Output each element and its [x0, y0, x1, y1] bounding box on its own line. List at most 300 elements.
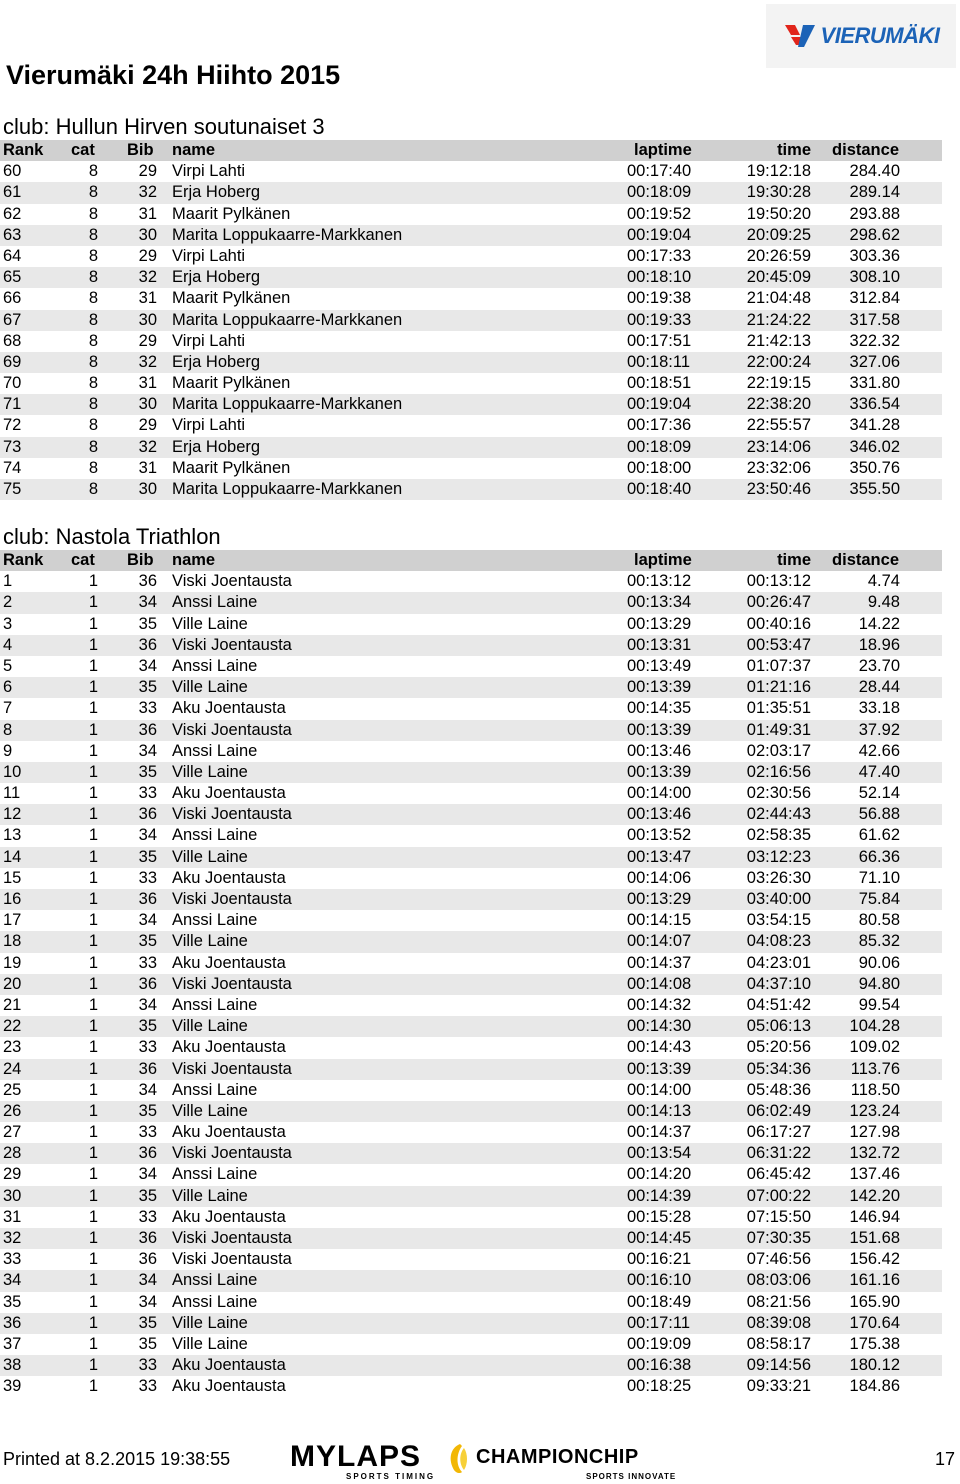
cell-name: Aku Joentausta	[172, 1377, 286, 1396]
cell-laptime: 00:14:45	[627, 1229, 692, 1247]
cell-laptime: 00:13:39	[627, 762, 692, 781]
table-row	[0, 889, 942, 910]
cell-distance: 14.22	[858, 614, 900, 633]
cell-name: Virpi Lahti	[172, 246, 246, 265]
cell-time: 06:45:42	[746, 1165, 811, 1184]
table-row	[0, 204, 942, 225]
cell-bib: 33	[138, 1207, 157, 1226]
page-title: Vierumäki 24h Hiihto 2015	[6, 60, 341, 90]
cell-rank: 13	[3, 826, 22, 845]
cell-rank: 75	[3, 480, 22, 498]
cell-time: 22:55:57	[746, 416, 811, 435]
cell-distance: 165.90	[849, 1292, 900, 1311]
cell-laptime: 00:17:33	[627, 246, 692, 265]
cell-rank: 14	[3, 847, 22, 866]
cell-name: Ville Laine	[172, 1017, 248, 1036]
cell-rank: 72	[3, 416, 22, 435]
cell-laptime: 00:19:33	[627, 310, 692, 329]
cell-cat: 1	[88, 614, 98, 633]
cell-bib: 34	[138, 741, 157, 760]
cell-name: Aku Joentausta	[172, 1038, 286, 1057]
table-row	[0, 698, 942, 719]
cell-name: Aku Joentausta	[172, 1356, 286, 1375]
cell-name: Anssi Laine	[172, 656, 258, 675]
cell-distance: 80.58	[858, 911, 900, 930]
cell-time: 09:14:56	[746, 1356, 811, 1375]
cell-rank: 21	[3, 995, 22, 1014]
printed-timestamp: Printed at 8.2.2015 19:38:55	[3, 1449, 231, 1469]
cell-distance: 123.24	[849, 1101, 900, 1120]
table-row	[0, 310, 942, 331]
cell-name: Aku Joentausta	[172, 699, 286, 718]
cell-laptime: 00:13:29	[627, 890, 692, 908]
cell-distance: 350.76	[849, 458, 900, 477]
cell-laptime: 00:13:49	[627, 656, 692, 675]
cell-laptime: 00:16:21	[627, 1250, 692, 1269]
cell-time: 21:04:48	[746, 289, 811, 308]
cell-rank: 6	[3, 678, 13, 697]
cell-laptime: 00:13:54	[627, 1144, 692, 1163]
results-table	[0, 550, 942, 1398]
cell-cat: 8	[88, 458, 98, 477]
cell-bib: 35	[138, 614, 157, 633]
cell-cat: 1	[88, 1123, 98, 1142]
cell-rank: 29	[3, 1165, 22, 1184]
cell-distance: 42.66	[858, 741, 900, 760]
cell-rank: 71	[3, 395, 22, 414]
table-row	[0, 1376, 942, 1397]
cell-distance: 99.54	[858, 995, 900, 1014]
cell-name: Anssi Laine	[172, 741, 258, 760]
cell-cat: 1	[88, 1334, 98, 1353]
cell-bib: 30	[138, 310, 157, 329]
cell-bib: 35	[138, 1186, 157, 1205]
cell-cat: 1	[88, 1038, 98, 1057]
cell-rank: 10	[3, 762, 22, 781]
cell-distance: 9.48	[867, 593, 900, 612]
column-header-time: time	[777, 551, 811, 569]
table-row	[0, 953, 942, 974]
cell-time: 23:32:06	[746, 458, 811, 477]
cell-distance: 151.68	[849, 1229, 900, 1247]
cell-laptime: 00:18:51	[627, 374, 692, 393]
cell-distance: 336.54	[849, 395, 900, 414]
cell-name: Viski Joentausta	[172, 805, 292, 824]
cell-cat: 1	[88, 1186, 98, 1205]
table-row	[0, 847, 942, 868]
cell-name: Viski Joentausta	[172, 1229, 292, 1247]
cell-rank: 65	[3, 268, 22, 287]
table-row	[0, 182, 942, 203]
cell-bib: 35	[138, 932, 157, 951]
cell-distance: 23.70	[858, 656, 900, 675]
cell-cat: 1	[88, 1313, 98, 1332]
cell-name: Anssi Laine	[172, 995, 258, 1014]
cell-rank: 17	[3, 911, 22, 930]
table-row	[0, 614, 942, 635]
table-row	[0, 825, 942, 846]
cell-cat: 1	[88, 911, 98, 930]
cell-time: 07:15:50	[746, 1207, 811, 1226]
mylaps-logo-text: MYLAPS	[290, 1440, 422, 1473]
cell-name: Maarit Pylkänen	[172, 374, 291, 393]
cell-distance: 85.32	[858, 932, 900, 951]
cell-rank: 23	[3, 1038, 22, 1057]
cell-bib: 33	[138, 1356, 157, 1375]
cell-time: 05:48:36	[746, 1080, 811, 1099]
column-header-distance: distance	[832, 551, 899, 569]
cell-name: Marita Loppukaarre-Markkanen	[172, 310, 403, 329]
cell-time: 23:50:46	[746, 480, 811, 498]
cell-laptime: 00:13:39	[627, 678, 692, 697]
cell-time: 03:26:30	[746, 868, 811, 887]
cell-rank: 28	[3, 1144, 22, 1163]
cell-rank: 60	[3, 162, 22, 181]
cell-cat: 1	[88, 890, 98, 908]
cell-time: 22:38:20	[746, 395, 811, 414]
cell-rank: 73	[3, 437, 22, 456]
cell-laptime: 00:14:00	[627, 1080, 692, 1099]
cell-name: Erja Hoberg	[172, 437, 261, 456]
cell-time: 02:30:56	[746, 784, 811, 803]
cell-name: Marita Loppukaarre-Markkanen	[172, 480, 403, 498]
cell-name: Viski Joentausta	[172, 1250, 292, 1269]
cell-laptime: 00:14:30	[627, 1017, 692, 1036]
table-row	[0, 1355, 942, 1376]
table-row	[0, 1249, 942, 1270]
table-row	[0, 571, 942, 592]
cell-bib: 29	[138, 246, 157, 265]
cell-cat: 8	[88, 162, 98, 181]
club-title: club: Nastola Triathlon	[3, 524, 221, 549]
cell-distance: 113.76	[850, 1059, 900, 1078]
column-header-name: name	[172, 141, 216, 159]
cell-time: 04:23:01	[746, 953, 811, 972]
cell-distance: 289.14	[849, 183, 900, 202]
cell-bib: 33	[138, 953, 157, 972]
table-row	[0, 415, 942, 436]
cell-name: Anssi Laine	[172, 593, 258, 612]
cell-time: 08:58:17	[746, 1334, 811, 1353]
cell-name: Marita Loppukaarre-Markkanen	[172, 395, 403, 414]
table-row	[0, 910, 942, 931]
cell-cat: 8	[88, 183, 98, 202]
cell-rank: 66	[3, 289, 22, 308]
cell-distance: 94.80	[858, 974, 900, 993]
cell-time: 08:39:08	[746, 1313, 811, 1332]
cell-distance: 4.74	[867, 572, 900, 591]
cell-rank: 5	[3, 656, 13, 675]
cell-cat: 1	[88, 1080, 98, 1099]
championchip-logo-subtext: SPORTS INNOVATE	[586, 1472, 677, 1481]
cell-distance: 346.02	[849, 437, 900, 456]
cell-cat: 1	[88, 1377, 98, 1396]
cell-rank: 9	[3, 741, 13, 760]
cell-bib: 30	[138, 395, 157, 414]
championchip-logo-icon	[446, 1442, 470, 1476]
cell-laptime: 00:13:12	[627, 572, 692, 591]
cell-distance: 180.12	[849, 1356, 900, 1375]
cell-cat: 8	[88, 204, 98, 223]
cell-time: 20:26:59	[746, 246, 811, 265]
cell-name: Virpi Lahti	[172, 331, 246, 350]
cell-time: 01:21:16	[746, 678, 811, 697]
column-header-time: time	[777, 141, 811, 159]
table-row	[0, 1228, 942, 1249]
column-header-rank: Rank	[3, 141, 44, 159]
cell-bib: 33	[138, 1377, 157, 1396]
cell-laptime: 00:18:40	[627, 480, 692, 498]
cell-rank: 35	[3, 1292, 22, 1311]
cell-cat: 1	[88, 762, 98, 781]
cell-bib: 29	[138, 331, 157, 350]
cell-name: Viski Joentausta	[172, 635, 292, 654]
cell-laptime: 00:13:39	[627, 1059, 692, 1078]
column-header-distance: distance	[832, 141, 899, 159]
cell-cat: 1	[88, 1207, 98, 1226]
club-title: club: Hullun Hirven soutunaiset 3	[3, 114, 325, 139]
cell-laptime: 00:14:13	[627, 1101, 692, 1120]
cell-distance: 303.36	[849, 246, 900, 265]
cell-cat: 1	[88, 678, 98, 697]
cell-cat: 1	[88, 953, 98, 972]
cell-distance: 71.10	[858, 868, 900, 887]
cell-cat: 8	[88, 331, 98, 350]
column-header-laptime: laptime	[634, 141, 692, 159]
cell-rank: 22	[3, 1017, 22, 1036]
table-row	[0, 762, 942, 783]
cell-cat: 8	[88, 374, 98, 393]
cell-name: Marita Loppukaarre-Markkanen	[172, 225, 403, 244]
cell-time: 19:30:28	[746, 183, 811, 202]
cell-time: 02:58:35	[746, 826, 811, 845]
cell-cat: 1	[88, 847, 98, 866]
cell-laptime: 00:18:49	[627, 1292, 692, 1311]
cell-bib: 35	[138, 1017, 157, 1036]
table-row	[0, 1016, 942, 1037]
vierumaki-logo-text: VIERUMÄKI	[820, 23, 940, 48]
cell-bib: 36	[138, 974, 157, 993]
cell-rank: 27	[3, 1123, 22, 1142]
cell-rank: 15	[3, 868, 22, 887]
cell-distance: 104.28	[849, 1017, 900, 1036]
cell-time: 08:03:06	[746, 1271, 811, 1290]
cell-name: Ville Laine	[172, 1313, 248, 1332]
cell-distance: 137.46	[849, 1165, 900, 1184]
table-row	[0, 161, 942, 182]
cell-cat: 1	[88, 593, 98, 612]
cell-laptime: 00:13:52	[627, 826, 692, 845]
cell-bib: 33	[138, 868, 157, 887]
cell-time: 00:13:12	[746, 572, 811, 591]
cell-time: 00:26:47	[746, 593, 811, 612]
cell-distance: 355.50	[849, 480, 900, 498]
cell-distance: 18.96	[858, 635, 900, 654]
table-row	[0, 741, 942, 762]
cell-distance: 132.72	[849, 1144, 900, 1163]
cell-rank: 62	[3, 204, 22, 223]
cell-laptime: 00:14:39	[627, 1186, 692, 1205]
cell-rank: 31	[3, 1207, 22, 1226]
cell-laptime: 00:16:10	[627, 1271, 692, 1290]
cell-rank: 12	[3, 805, 22, 824]
table-row	[0, 331, 942, 352]
cell-rank: 24	[3, 1059, 22, 1078]
table-row	[0, 1164, 942, 1185]
cell-bib: 36	[138, 1229, 157, 1247]
cell-name: Ville Laine	[172, 932, 248, 951]
cell-bib: 31	[138, 204, 157, 223]
cell-name: Aku Joentausta	[172, 953, 286, 972]
cell-name: Ville Laine	[172, 1186, 248, 1205]
cell-cat: 1	[88, 1017, 98, 1036]
cell-laptime: 00:17:36	[627, 416, 692, 435]
cell-bib: 32	[138, 437, 157, 456]
cell-bib: 33	[138, 1123, 157, 1142]
cell-time: 05:06:13	[746, 1017, 811, 1036]
cell-rank: 69	[3, 352, 22, 371]
cell-name: Ville Laine	[172, 1101, 248, 1120]
cell-cat: 1	[88, 1292, 98, 1311]
cell-bib: 36	[138, 1144, 157, 1163]
table-row	[0, 1334, 942, 1355]
cell-cat: 1	[88, 826, 98, 845]
cell-rank: 1	[3, 572, 13, 591]
cell-cat: 1	[88, 995, 98, 1014]
table-row	[0, 720, 942, 741]
cell-rank: 33	[3, 1250, 22, 1269]
cell-bib: 33	[138, 784, 157, 803]
table-row	[0, 479, 942, 500]
cell-rank: 3	[3, 614, 13, 633]
cell-distance: 341.28	[849, 416, 900, 435]
cell-time: 03:54:15	[746, 911, 811, 930]
cell-cat: 8	[88, 437, 98, 456]
cell-name: Maarit Pylkänen	[172, 204, 291, 223]
cell-distance: 33.18	[858, 699, 900, 718]
cell-laptime: 00:14:32	[627, 995, 692, 1014]
cell-bib: 35	[138, 1313, 157, 1332]
cell-time: 01:49:31	[746, 720, 811, 739]
cell-bib: 35	[138, 762, 157, 781]
cell-distance: 284.40	[849, 162, 900, 181]
cell-bib: 30	[138, 225, 157, 244]
cell-distance: 322.32	[849, 331, 900, 350]
cell-distance: 327.06	[849, 352, 900, 371]
cell-laptime: 00:14:43	[627, 1038, 692, 1057]
table-row	[0, 246, 942, 267]
cell-name: Viski Joentausta	[172, 720, 292, 739]
table-row	[0, 437, 942, 458]
cell-rank: 37	[3, 1334, 22, 1353]
cell-distance: 184.86	[849, 1377, 900, 1396]
cell-laptime: 00:13:31	[627, 635, 692, 654]
cell-name: Aku Joentausta	[172, 1123, 286, 1142]
cell-bib: 34	[138, 1165, 157, 1184]
cell-time: 00:40:16	[746, 614, 811, 633]
cell-cat: 1	[88, 1229, 98, 1247]
cell-name: Maarit Pylkänen	[172, 458, 291, 477]
table-row	[0, 1207, 942, 1228]
cell-cat: 1	[88, 1250, 98, 1269]
cell-laptime: 00:18:09	[627, 437, 692, 456]
cell-rank: 30	[3, 1186, 22, 1205]
cell-time: 01:35:51	[746, 699, 811, 718]
cell-bib: 34	[138, 995, 157, 1014]
cell-name: Erja Hoberg	[172, 352, 261, 371]
cell-time: 04:37:10	[746, 974, 811, 993]
cell-cat: 8	[88, 225, 98, 244]
cell-cat: 8	[88, 310, 98, 329]
column-header-rank: Rank	[3, 551, 44, 569]
cell-rank: 39	[3, 1377, 22, 1396]
cell-time: 22:19:15	[746, 374, 811, 393]
table-row	[0, 1143, 942, 1164]
cell-cat: 1	[88, 656, 98, 675]
cell-laptime: 00:14:06	[627, 868, 692, 887]
cell-laptime: 00:18:09	[627, 183, 692, 202]
cell-bib: 34	[138, 656, 157, 675]
cell-time: 08:21:56	[746, 1292, 811, 1311]
table-row	[0, 592, 942, 613]
table-row	[0, 656, 942, 677]
cell-laptime: 00:17:40	[627, 162, 692, 181]
cell-laptime: 00:14:37	[627, 953, 692, 972]
column-header-name: name	[172, 551, 216, 569]
cell-distance: 56.88	[858, 805, 900, 824]
cell-time: 02:16:56	[746, 762, 811, 781]
column-header-cat: cat	[71, 551, 95, 569]
cell-name: Ville Laine	[172, 762, 248, 781]
cell-distance: 331.80	[849, 374, 900, 393]
cell-cat: 1	[88, 1271, 98, 1290]
cell-name: Aku Joentausta	[172, 1207, 286, 1226]
cell-rank: 68	[3, 331, 22, 350]
table-row	[0, 458, 942, 479]
mylaps-logo	[290, 1440, 440, 1482]
cell-laptime: 00:13:46	[627, 741, 692, 760]
cell-time: 04:08:23	[746, 932, 811, 951]
table-row	[0, 394, 942, 415]
cell-name: Virpi Lahti	[172, 162, 246, 181]
cell-bib: 34	[138, 1292, 157, 1311]
cell-time: 06:17:27	[746, 1123, 811, 1142]
cell-time: 04:51:42	[746, 995, 811, 1014]
cell-laptime: 00:13:39	[627, 720, 692, 739]
cell-distance: 37.92	[858, 720, 900, 739]
cell-distance: 317.58	[849, 310, 900, 329]
cell-bib: 33	[138, 699, 157, 718]
cell-distance: 61.62	[858, 826, 900, 845]
cell-distance: 170.64	[849, 1313, 900, 1332]
cell-distance: 75.84	[858, 890, 900, 908]
cell-name: Anssi Laine	[172, 1080, 258, 1099]
cell-cat: 8	[88, 268, 98, 287]
table-row	[0, 804, 942, 825]
table-row	[0, 677, 942, 698]
cell-rank: 36	[3, 1313, 22, 1332]
cell-bib: 33	[138, 1038, 157, 1057]
cell-cat: 8	[88, 480, 98, 498]
cell-time: 07:30:35	[746, 1229, 811, 1247]
cell-cat: 1	[88, 1165, 98, 1184]
mylaps-logo-subtext: SPORTS TIMING	[346, 1472, 436, 1481]
cell-distance: 142.20	[849, 1186, 900, 1205]
cell-cat: 8	[88, 289, 98, 308]
cell-distance: 118.50	[850, 1080, 900, 1099]
cell-cat: 1	[88, 1101, 98, 1120]
table-row	[0, 931, 942, 952]
